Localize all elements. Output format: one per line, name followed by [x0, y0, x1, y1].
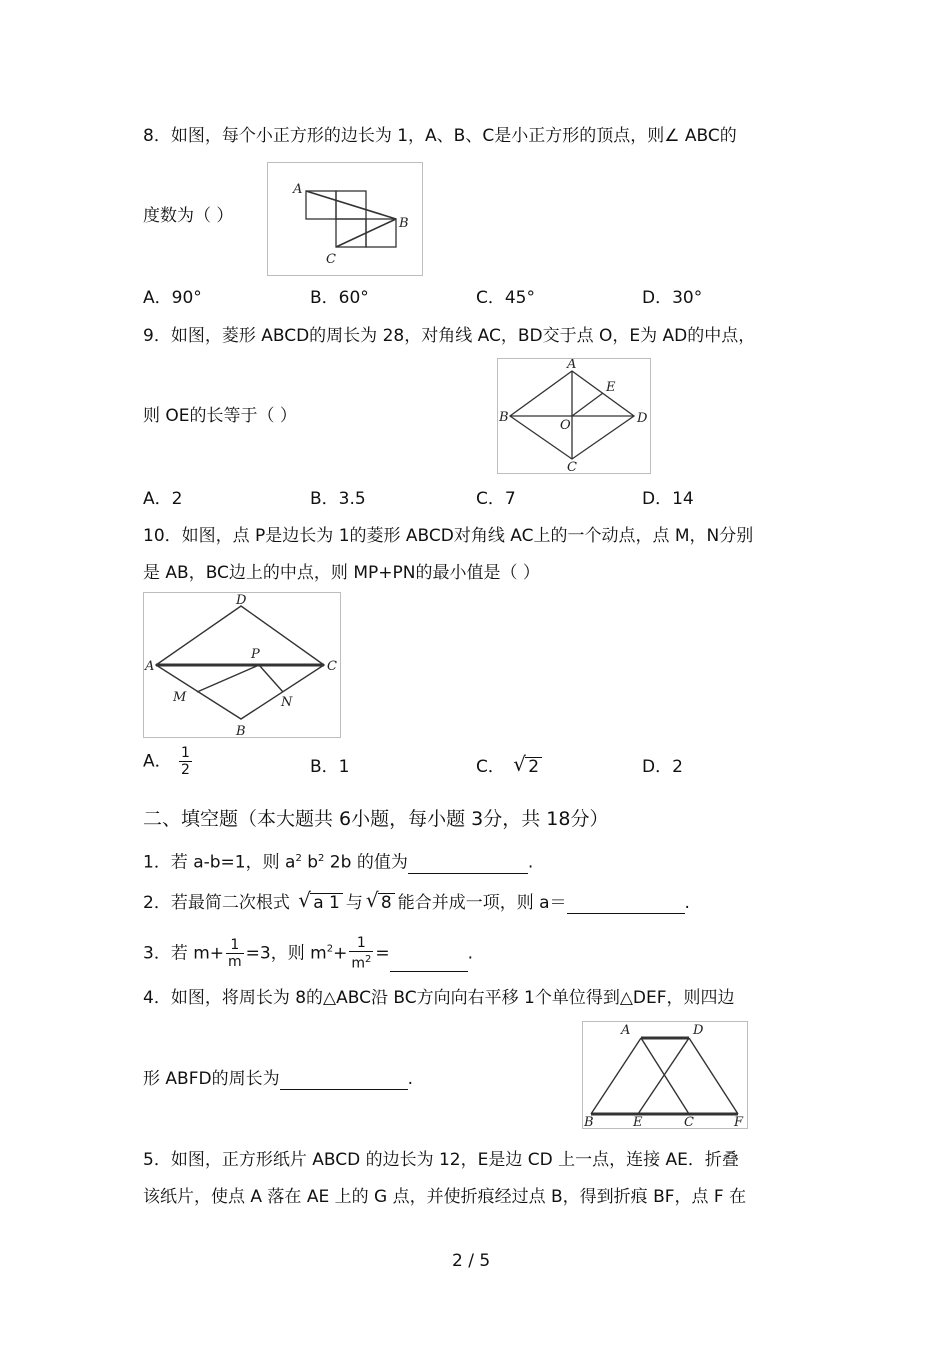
f4-answer-blank[interactable]	[280, 1073, 408, 1090]
f3-text-post: =	[375, 943, 390, 964]
page-number: 2 / 5	[452, 1251, 491, 1271]
q9-label-d: D	[637, 411, 648, 426]
q8-option-b: B．60°	[310, 288, 369, 308]
q9-option-d: D．14	[642, 489, 694, 509]
section-heading-fill-in: 二、填空题（本大题共 6小题，每小题 3分，共 18分）	[143, 808, 609, 830]
f2-answer-blank[interactable]	[567, 897, 685, 914]
q8-line2: 度数为（ ）	[143, 206, 234, 226]
q8-option-c: C．45°	[476, 288, 536, 308]
q8-option-d: D．30°	[642, 288, 703, 308]
q10-label-a: A	[145, 659, 155, 674]
q9-option-c: C．7	[476, 489, 516, 509]
f2-sqrt-1	[298, 888, 343, 914]
f1-sup-2: 2	[318, 853, 325, 864]
q10-option-a-fraction	[179, 745, 192, 778]
q9-option-b: B．3.5	[310, 489, 366, 509]
f3-denominator-2-base: m	[351, 955, 365, 972]
f3-numerator-1: 1	[226, 937, 244, 954]
f1-text-pre: 1．若 a-b=1，则 a	[143, 852, 296, 873]
q10-line2: 是 AB，BC边上的中点，则 MP+PN的最小值是（ ）	[143, 563, 540, 583]
f4-label-f: F	[734, 1115, 744, 1128]
f5-line1: 5．如图，正方形纸片 ABCD 的边长为 12，E是边 CD 上一点，连接 AE．折叠	[143, 1150, 739, 1170]
q10-option-a	[143, 745, 194, 778]
q10-option-c-radicand: 2	[525, 757, 542, 776]
f1-sup-1: 2	[295, 853, 302, 864]
q9-rhombus-figure	[497, 358, 651, 474]
f3-denominator-2-sup: 2	[364, 954, 372, 965]
f1-text-post: 2b 的值为	[324, 852, 408, 873]
q9-line1: 9．如图，菱形 ABCD的周长为 28，对角线 AC，BD交于点 O，E为 AD的中点，	[143, 326, 756, 346]
f2-text-post: 能合并成一项，则 a＝	[397, 893, 567, 913]
q9-label-o: O	[560, 418, 571, 433]
q10-label-m: M	[173, 690, 187, 705]
f3-plus: +	[333, 943, 348, 964]
q10-option-c-prefix: C．	[476, 757, 505, 777]
q10-option-a-prefix: A．	[143, 751, 172, 772]
q9-label-a: A	[567, 359, 577, 372]
q10-option-d: D．2	[642, 757, 683, 777]
f2-radicand-2: 8	[378, 893, 395, 912]
f3-denominator-2	[349, 952, 373, 972]
f4-label-c: C	[684, 1115, 694, 1128]
sqrt-symbol-icon: √	[513, 752, 527, 776]
q10-option-b: B．1	[310, 757, 350, 777]
f3-text-mid: =3，则 m	[245, 943, 327, 964]
f3-sup: 2	[326, 943, 334, 955]
q9-line2: 则 OE的长等于（ ）	[143, 406, 297, 426]
sqrt-symbol-icon: √	[365, 888, 379, 912]
q9-label-c: C	[567, 460, 577, 473]
q10-rhombus-figure	[143, 592, 341, 738]
q8-label-b: B	[399, 216, 409, 231]
q9-label-b: B	[499, 410, 509, 425]
q8-line1: 8．如图，每个小正方形的边长为 1，A、B、C是小正方形的顶点，则∠ ABC的	[143, 126, 737, 146]
f1-text-mid: b	[301, 852, 319, 873]
q10-label-n: N	[281, 695, 293, 710]
f3-numerator-2: 1	[349, 935, 373, 952]
f5-line2: 该纸片，使点 A 落在 AE 上的 G 点，并使折痕经过点 B，得到折痕 BF，点 F 在	[143, 1187, 747, 1207]
sqrt-symbol-icon: √	[298, 888, 311, 912]
fill-question-1	[143, 848, 533, 874]
q10-label-d: D	[236, 593, 247, 608]
q9-option-a: A．2	[143, 489, 183, 509]
q10-option-c-sqrt	[513, 752, 542, 778]
f4-line2	[143, 1068, 413, 1090]
q10-option-a-numerator: 1	[181, 745, 190, 761]
q10-label-p: P	[251, 647, 260, 662]
f3-denominator-1: m	[228, 953, 242, 970]
q10-option-c	[476, 752, 545, 778]
f4-line1: 4．如图，将周长为 8的△ABC沿 BC方向向右平移 1个单位得到△DEF，则四边	[143, 988, 735, 1008]
q10-line1: 10．如图，点 P是边长为 1的菱形 ABCD对角线 AC上的一个动点，点 M，N分别	[143, 526, 754, 546]
q10-option-a-denominator: 2	[181, 762, 190, 778]
f1-answer-blank[interactable]	[408, 857, 528, 874]
f4-label-a: A	[621, 1023, 631, 1038]
q8-label-c: C	[326, 252, 336, 267]
fill-question-3	[143, 935, 473, 972]
f3-fraction-1	[226, 937, 244, 970]
q8-label-a: A	[293, 182, 303, 197]
f4-label-d: D	[693, 1023, 704, 1038]
fill-question-2	[143, 888, 690, 914]
f2-period: .	[684, 893, 690, 913]
q8-grid-figure	[267, 162, 423, 276]
f3-answer-blank[interactable]	[390, 955, 468, 972]
q10-label-b: B	[236, 724, 246, 737]
f3-text-pre: 3．若 m+	[143, 943, 225, 964]
f2-radicand-1: a 1	[310, 893, 343, 912]
q10-label-c: C	[327, 659, 337, 674]
q8-option-a: A．90°	[143, 288, 202, 308]
f3-fraction-2	[349, 935, 373, 972]
f2-text-mid: 与	[345, 893, 363, 913]
f4-period: .	[407, 1069, 413, 1089]
f4-label-b: B	[584, 1115, 594, 1128]
f4-label-e: E	[633, 1115, 643, 1128]
f4-triangle-figure	[582, 1021, 748, 1129]
f2-text-pre: 2．若最简二次根式	[143, 893, 290, 913]
q9-label-e: E	[606, 380, 616, 395]
f2-sqrt-2	[365, 888, 395, 914]
f3-period: .	[467, 943, 473, 964]
f4-line2-text: 形 ABFD的周长为	[143, 1069, 280, 1089]
f1-period: .	[527, 852, 534, 873]
